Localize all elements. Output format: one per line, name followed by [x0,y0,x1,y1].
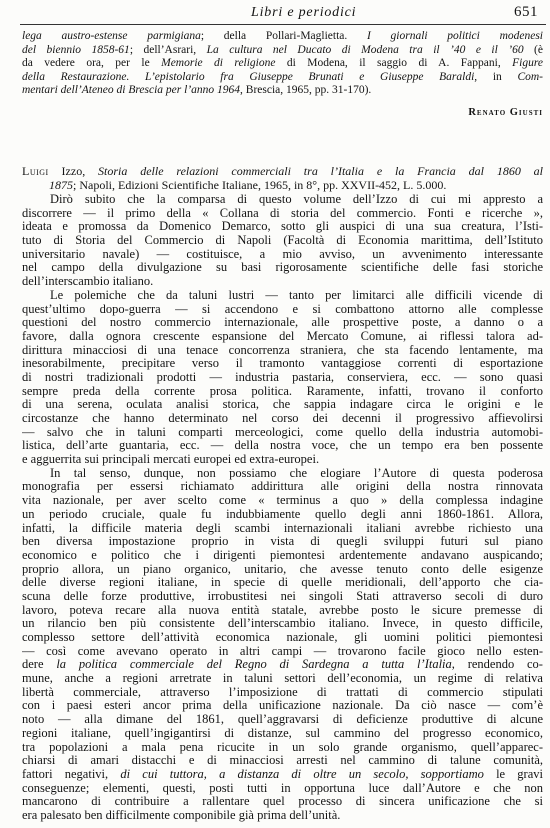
text-segment: universitario navale) — costituisce, a mio avviso, un avvenimento interessante [22,247,543,261]
text-segment: era palesato ben difficilmente componibile già prima dell’unità. [22,808,341,822]
text-line [22,426,543,440]
text-segment: Le polemiche che da taluni lustri — tanto per limitarci alle difficili vicende di [50,288,543,302]
italic-text: lega austro-estense parmigiana [22,30,201,42]
text-line [22,234,543,248]
italic-text: di cui tuttora, a distanza di oltre un secolo, sopportiamo [120,767,484,781]
text-line [22,385,543,399]
text-line [22,494,543,508]
text-line [22,193,543,207]
text-segment: da vedere ora, per le [22,57,162,70]
text-segment: vita nazionale, per aver scelto come « terminus a quo » della complessa indagine [22,494,543,508]
text-segment: le gravi [483,767,543,781]
text-line [22,371,543,385]
text-segment: , rendendo co- [451,658,543,672]
text-segment: delle diverse regioni italiane, in specie di quelle meridionali, dell’apporto che cia- [22,576,543,590]
text-segment: conseguenze; elementi, questi, posti tutti in opportuna luce dall’Autore e che non [22,781,543,795]
previous-review-tail [22,30,543,98]
text-line [22,289,543,303]
text-segment: di Modena, il saggio di A. Fappani, [275,57,513,70]
text-line [22,563,543,577]
italic-text: della Restaurazione. L’epistolario fra Giuseppe Brunati e Giuseppe Baraldi [22,70,475,83]
italic-text: Memorie di religione [161,57,276,70]
text-segment: dere [22,658,57,672]
italic-text: 1875 [49,178,73,192]
italic-text: Figure [512,57,543,70]
text-segment: Dirò subito che la comparsa di questo volume dell’Izzo di cui mi appresto a [50,193,543,206]
text-segment: economico e politico che i dirigenti piemontesi ardentemente andavano auspicando; [22,548,543,562]
text-line [22,220,543,234]
italic-text: la politica commerciale del Regno di Sardegna a tutta l’Italia [56,658,452,672]
text-line [22,727,543,741]
text-segment: nel campo della divulgazione su basi rigorosamente scientifiche delle fasi storiche [22,261,543,275]
text-line [22,330,543,344]
text-line [22,344,543,358]
text-line [22,672,543,686]
text-segment: scuna delle forze produttive, irrobustitesi nei singoli Stati attraverso secoli di duro [22,589,543,603]
text-line [22,549,543,563]
text-line [22,658,543,672]
text-segment: noto — alla dimane del 1861, quell’aggravarsi di deficienze produttive di alcune [22,713,543,727]
text-line [22,631,543,645]
text-segment: ; della Pollari-Maglietta. [200,30,367,42]
text-segment: ; Napoli, Edizioni Scientifiche Italiane, 1965, in 8°, pp. XXVII-452, L. 5.000. [73,178,447,192]
text-line [22,453,543,467]
paragraph [22,193,543,289]
text-segment: ; dell’Asrari, [129,43,207,56]
review-body [22,193,543,823]
text-line [22,741,543,755]
text-segment: mune, anche a regioni arretrate in taluni settori dell’economia, un regime di relativa [22,672,543,686]
text-line [22,686,543,700]
text-segment: tra popolazioni a mala pena ricucite in un solo grande organismo, quell’apparec- [22,740,543,754]
text-line [22,44,543,58]
text-line [22,508,543,522]
italic-text: Storia delle relazioni commerciali tra l’Italia e la Francia dal 1860 al [98,164,543,178]
text-segment: (è [523,43,543,56]
review-signature: Renato Giusti [468,107,543,118]
text-line [22,30,543,44]
text-segment: complesso settore dell’attività economica nazionale, gli uomini politici piemontesi [22,631,543,644]
text-segment: monografia per essersi richiamato addirittura alle origini della nostra rinnovata [22,480,543,494]
text-line [22,398,543,412]
text-segment: e agguerrita sui principali mercati europei ed extra-europei. [22,453,320,467]
text-segment: In tal senso, dunque, non possiamo che elogiare l’Autore di questa poderosa [50,466,543,480]
text-segment: Izzo, [48,164,99,178]
text-line [22,480,543,494]
text-line [22,699,543,713]
text-line [22,809,543,823]
text-segment: di nostri tradizionali prodotti — industria pastaria, conserviera, ecc. — sono quasi [22,370,543,384]
text-line [22,522,543,536]
running-title: Libri e periodici [251,5,357,20]
text-line [22,754,543,768]
text-segment: fattori negativi, [22,767,121,781]
text-segment: — così come avevano operato in altri campi — trovarono facile gioco nello esten- [22,644,543,658]
text-segment: ben diversa impostazione proprio in vista di quegli sviluppi futuri sul piano [22,535,543,549]
text-line [22,207,543,221]
text-segment: quest’ultimo dopo-guerra — si accendono e si combattono attorno alle complesse [22,302,543,316]
page-number: 651 [514,4,538,20]
text-line [22,164,543,178]
italic-text: Com- [517,70,543,83]
text-segment: inesorabilmente, precipitare verso il tramonto vantaggiose correnti di esportazione [22,357,543,371]
text-line [22,768,543,782]
text-line [22,316,543,330]
text-line [22,439,543,453]
text-line [22,782,543,796]
text-segment: un rilancio ben più consistente dell’interscambio italiano. Invece, in questo difficile, [22,617,543,631]
text-line [22,467,543,481]
text-segment: libertà commerciale, attraverso l’imposizione di trattati di commercio stipulati [22,685,543,699]
text-line [22,576,543,590]
paragraph [22,289,543,467]
text-segment: chiarsi di amari distacchi e di minacciosi arresti nel cammino di talune comunità, [22,754,543,768]
text-line [22,84,543,98]
text-line [22,412,543,426]
italic-text: La cultura nel Ducato di Modena tra il ’40 e il ’60 [206,43,524,56]
text-segment: un periodo cruciale, quale fu indubbiamente quello degli anni 1860-1861. Allora, [22,507,543,521]
text-line [22,617,543,631]
text-segment: tuto di Storia del Commercio di Napoli (Facoltà di Economia marittima, dell’Istituto [22,234,543,248]
text-line [22,57,543,71]
text-segment: sempre preda della corrente prosa politica. Raramente, infatti, trovano il conforto [22,384,543,398]
text-segment: ideata e promossa da Domenico Demarco, sotto gli auspici di una sua creatura, l’Isti- [22,220,543,234]
text-segment: , Brescia, 1965, pp. 31-170). [240,84,372,97]
text-segment: regioni italiane, quell’ingigantirsi di distanze, sul cammino del progresso economico, [22,726,543,740]
text-line [22,275,543,289]
text-line [22,178,543,192]
book-citation [22,164,543,192]
text-segment: questioni del nostro commercio internazionale, alle prospettive poste, a danno o a [22,316,543,330]
text-line [22,590,543,604]
text-line [22,261,543,275]
text-line [22,713,543,727]
text-line [22,645,543,659]
italic-text: mentari dell’Ateneo di Brescia per l’anno 1964 [22,84,241,97]
text-segment: infatti, la difficile materia degli scambi internazionali italiani avrebbe richiesto una [22,521,543,535]
text-line [22,303,543,317]
small-caps-text: Luigi [22,164,49,178]
text-line [22,795,543,809]
text-line [22,357,543,371]
text-segment: , in [474,70,518,83]
text-segment: dell’interscambio italiano. [22,275,154,289]
text-segment: listica, dell’arte guantaria, ecc. — della nostra voce, che un tempo era ben possente [22,439,543,453]
header-rule [20,24,546,25]
text-line [22,71,543,85]
italic-text: del biennio 1858-61 [22,43,130,56]
italic-text: I giornali politici modenesi [366,30,543,42]
text-segment: proprio allora, un piano organico, unitario, che avesse tenuto conto delle esigenze [22,562,543,576]
text-line [22,248,543,262]
text-segment: — salvo che in taluni comparti merceologici, come quello della industria automobi- [22,425,543,439]
text-line [22,604,543,618]
text-segment: di una serena, oculata analisi storica, che sappia indagare circa le origini e le [22,398,543,412]
text-segment: favore, dalla ognora crescente espansione del Mercato Comune, ai riflessi talora ad- [22,329,543,343]
paragraph [22,467,543,823]
text-segment: lavoro, poteva recare alla nuova entità statale, avrebbe posto le sicure premesse di [22,603,543,617]
text-segment: dirittura minacciosi di una tenace concorrenza straniera, che sta facendo lentamente, ma [22,343,543,357]
text-segment: circostanze che hanno determinato nel corso dei decenni il progressivo affievolirsi [22,412,543,425]
text-segment: con i paesi esteri ancor prima della unificazione nazionale. Da ciò nasce — com’è [22,699,543,713]
text-line [22,535,543,549]
text-segment: mancarono di contribuire a rallentare quel processo di sincera unificazione che si [22,795,543,809]
text-segment: discorrere — il primo della « Collana di storia del commercio. Fonti e ricerche », [22,206,543,220]
